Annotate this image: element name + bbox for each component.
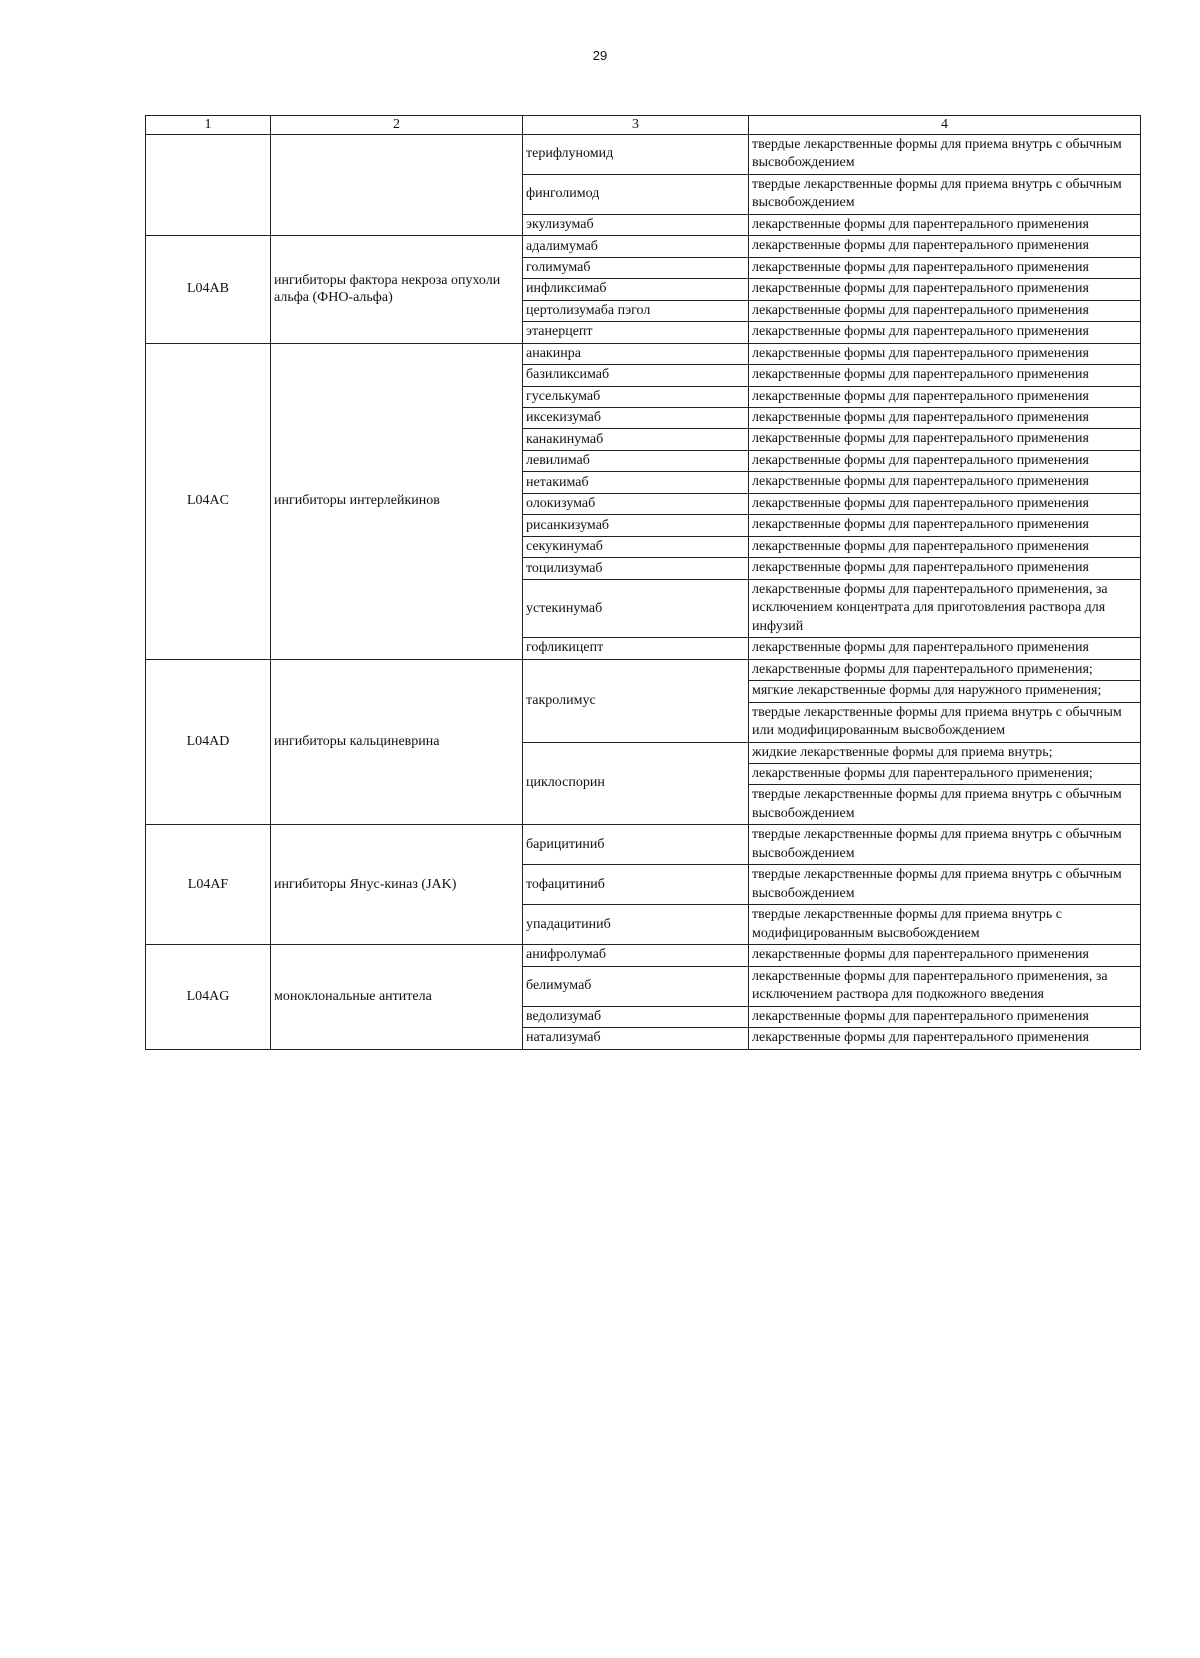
dosage-form-cell: лекарственные формы для парентерального применения xyxy=(749,365,1141,386)
atc-code-cell: L04AD xyxy=(146,659,271,825)
substance-name-cell: канакинумаб xyxy=(523,429,749,450)
substance-name-cell: финголимод xyxy=(523,174,749,214)
substance-name-cell: натализумаб xyxy=(523,1028,749,1049)
atc-code-cell: L04AB xyxy=(146,236,271,343)
drug-table xyxy=(145,115,1141,1050)
atc-code-cell: L04AF xyxy=(146,825,271,945)
table-row xyxy=(146,343,1141,364)
dosage-form-cell: лекарственные формы для парентерального применения xyxy=(749,300,1141,321)
dosage-form-cell: лекарственные формы для парентерального применения xyxy=(749,429,1141,450)
dosage-form-cell: мягкие лекарственные формы для наружного применения; xyxy=(749,681,1141,702)
column-header-3: 3 xyxy=(523,116,749,135)
substance-name-cell: гофликицепт xyxy=(523,638,749,659)
substance-name-cell: циклоспорин xyxy=(523,742,749,825)
dosage-form-cell: лекарственные формы для парентерального применения; xyxy=(749,659,1141,680)
substance-name-cell: тофацитиниб xyxy=(523,865,749,905)
table-row xyxy=(146,236,1141,257)
dosage-form-cell: лекарственные формы для парентерального применения xyxy=(749,386,1141,407)
dosage-form-cell: твердые лекарственные формы для приема внутрь с обычным высвобождением xyxy=(749,174,1141,214)
substance-name-cell: инфликсимаб xyxy=(523,279,749,300)
substance-name-cell: левилимаб xyxy=(523,450,749,471)
dosage-form-cell: лекарственные формы для парентерального применения xyxy=(749,472,1141,493)
dosage-form-cell: лекарственные формы для парентерального применения xyxy=(749,408,1141,429)
dosage-form-cell: твердые лекарственные формы для приема внутрь с обычным высвобождением xyxy=(749,134,1141,174)
dosage-form-cell: лекарственные формы для парентерального применения xyxy=(749,1006,1141,1027)
group-name-cell xyxy=(271,134,523,235)
group-name-cell: моноклональные антитела xyxy=(271,945,523,1049)
substance-name-cell: цертолизумаба пэгол xyxy=(523,300,749,321)
dosage-form-cell: твердые лекарственные формы для приема внутрь с обычным или модифицированным высвобождением xyxy=(749,702,1141,742)
group-name-cell: ингибиторы фактора некроза опухоли альфа (ФНО-альфа) xyxy=(271,236,523,343)
substance-name-cell: такролимус xyxy=(523,659,749,742)
substance-name-cell: базиликсимаб xyxy=(523,365,749,386)
dosage-form-cell: жидкие лекарственные формы для приема внутрь; xyxy=(749,742,1141,763)
dosage-form-cell: лекарственные формы для парентерального применения xyxy=(749,1028,1141,1049)
dosage-form-cell: лекарственные формы для парентерального применения xyxy=(749,322,1141,343)
page-number: 29 xyxy=(592,48,608,63)
dosage-form-cell: лекарственные формы для парентерального применения xyxy=(749,257,1141,278)
substance-name-cell: адалимумаб xyxy=(523,236,749,257)
substance-name-cell: анифролумаб xyxy=(523,945,749,966)
substance-name-cell: терифлуномид xyxy=(523,134,749,174)
substance-name-cell: устекинумаб xyxy=(523,579,749,637)
dosage-form-cell: лекарственные формы для парентерального применения xyxy=(749,279,1141,300)
dosage-form-cell: лекарственные формы для парентерального применения xyxy=(749,945,1141,966)
dosage-form-cell: твердые лекарственные формы для приема внутрь с обычным высвобождением xyxy=(749,825,1141,865)
dosage-form-cell: лекарственные формы для парентерального применения, за исключением концентрата для приготовления раствора для инфузий xyxy=(749,579,1141,637)
substance-name-cell: этанерцепт xyxy=(523,322,749,343)
substance-name-cell: нетакимаб xyxy=(523,472,749,493)
dosage-form-cell: твердые лекарственные формы для приема внутрь с модифицированным высвобождением xyxy=(749,905,1141,945)
substance-name-cell: ведолизумаб xyxy=(523,1006,749,1027)
substance-name-cell: олокизумаб xyxy=(523,493,749,514)
dosage-form-cell: лекарственные формы для парентерального применения xyxy=(749,493,1141,514)
substance-name-cell: анакинра xyxy=(523,343,749,364)
substance-name-cell: тоцилизумаб xyxy=(523,558,749,579)
table-row xyxy=(146,945,1141,966)
dosage-form-cell: лекарственные формы для парентерального применения; xyxy=(749,763,1141,784)
group-name-cell: ингибиторы кальциневрина xyxy=(271,659,523,825)
table-body xyxy=(146,134,1141,1049)
substance-name-cell: гуселькумаб xyxy=(523,386,749,407)
dosage-form-cell: лекарственные формы для парентерального применения xyxy=(749,236,1141,257)
substance-name-cell: голимумаб xyxy=(523,257,749,278)
column-header-2: 2 xyxy=(271,116,523,135)
table-row xyxy=(146,659,1141,680)
substance-name-cell: иксекизумаб xyxy=(523,408,749,429)
group-name-cell: ингибиторы интерлейкинов xyxy=(271,343,523,659)
group-name-cell: ингибиторы Янус-киназ (JAK) xyxy=(271,825,523,945)
dosage-form-cell: лекарственные формы для парентерального применения xyxy=(749,515,1141,536)
dosage-form-cell: лекарственные формы для парентерального применения, за исключением раствора для подкожного введения xyxy=(749,966,1141,1006)
atc-code-cell: L04AC xyxy=(146,343,271,659)
atc-code-cell: L04AG xyxy=(146,945,271,1049)
dosage-form-cell: лекарственные формы для парентерального применения xyxy=(749,536,1141,557)
substance-name-cell: рисанкизумаб xyxy=(523,515,749,536)
dosage-form-cell: лекарственные формы для парентерального применения xyxy=(749,343,1141,364)
header-row xyxy=(146,116,1141,135)
table-row xyxy=(146,825,1141,865)
dosage-form-cell: лекарственные формы для парентерального применения xyxy=(749,450,1141,471)
table-row xyxy=(146,134,1141,174)
dosage-form-cell: твердые лекарственные формы для приема внутрь с обычным высвобождением xyxy=(749,865,1141,905)
dosage-form-cell: лекарственные формы для парентерального применения xyxy=(749,214,1141,235)
column-header-1: 1 xyxy=(146,116,271,135)
substance-name-cell: секукинумаб xyxy=(523,536,749,557)
column-header-4: 4 xyxy=(749,116,1141,135)
dosage-form-cell: твердые лекарственные формы для приема внутрь с обычным высвобождением xyxy=(749,785,1141,825)
substance-name-cell: экулизумаб xyxy=(523,214,749,235)
substance-name-cell: белимумаб xyxy=(523,966,749,1006)
atc-code-cell xyxy=(146,134,271,235)
substance-name-cell: барицитиниб xyxy=(523,825,749,865)
dosage-form-cell: лекарственные формы для парентерального применения xyxy=(749,558,1141,579)
substance-name-cell: упадацитиниб xyxy=(523,905,749,945)
dosage-form-cell: лекарственные формы для парентерального применения xyxy=(749,638,1141,659)
